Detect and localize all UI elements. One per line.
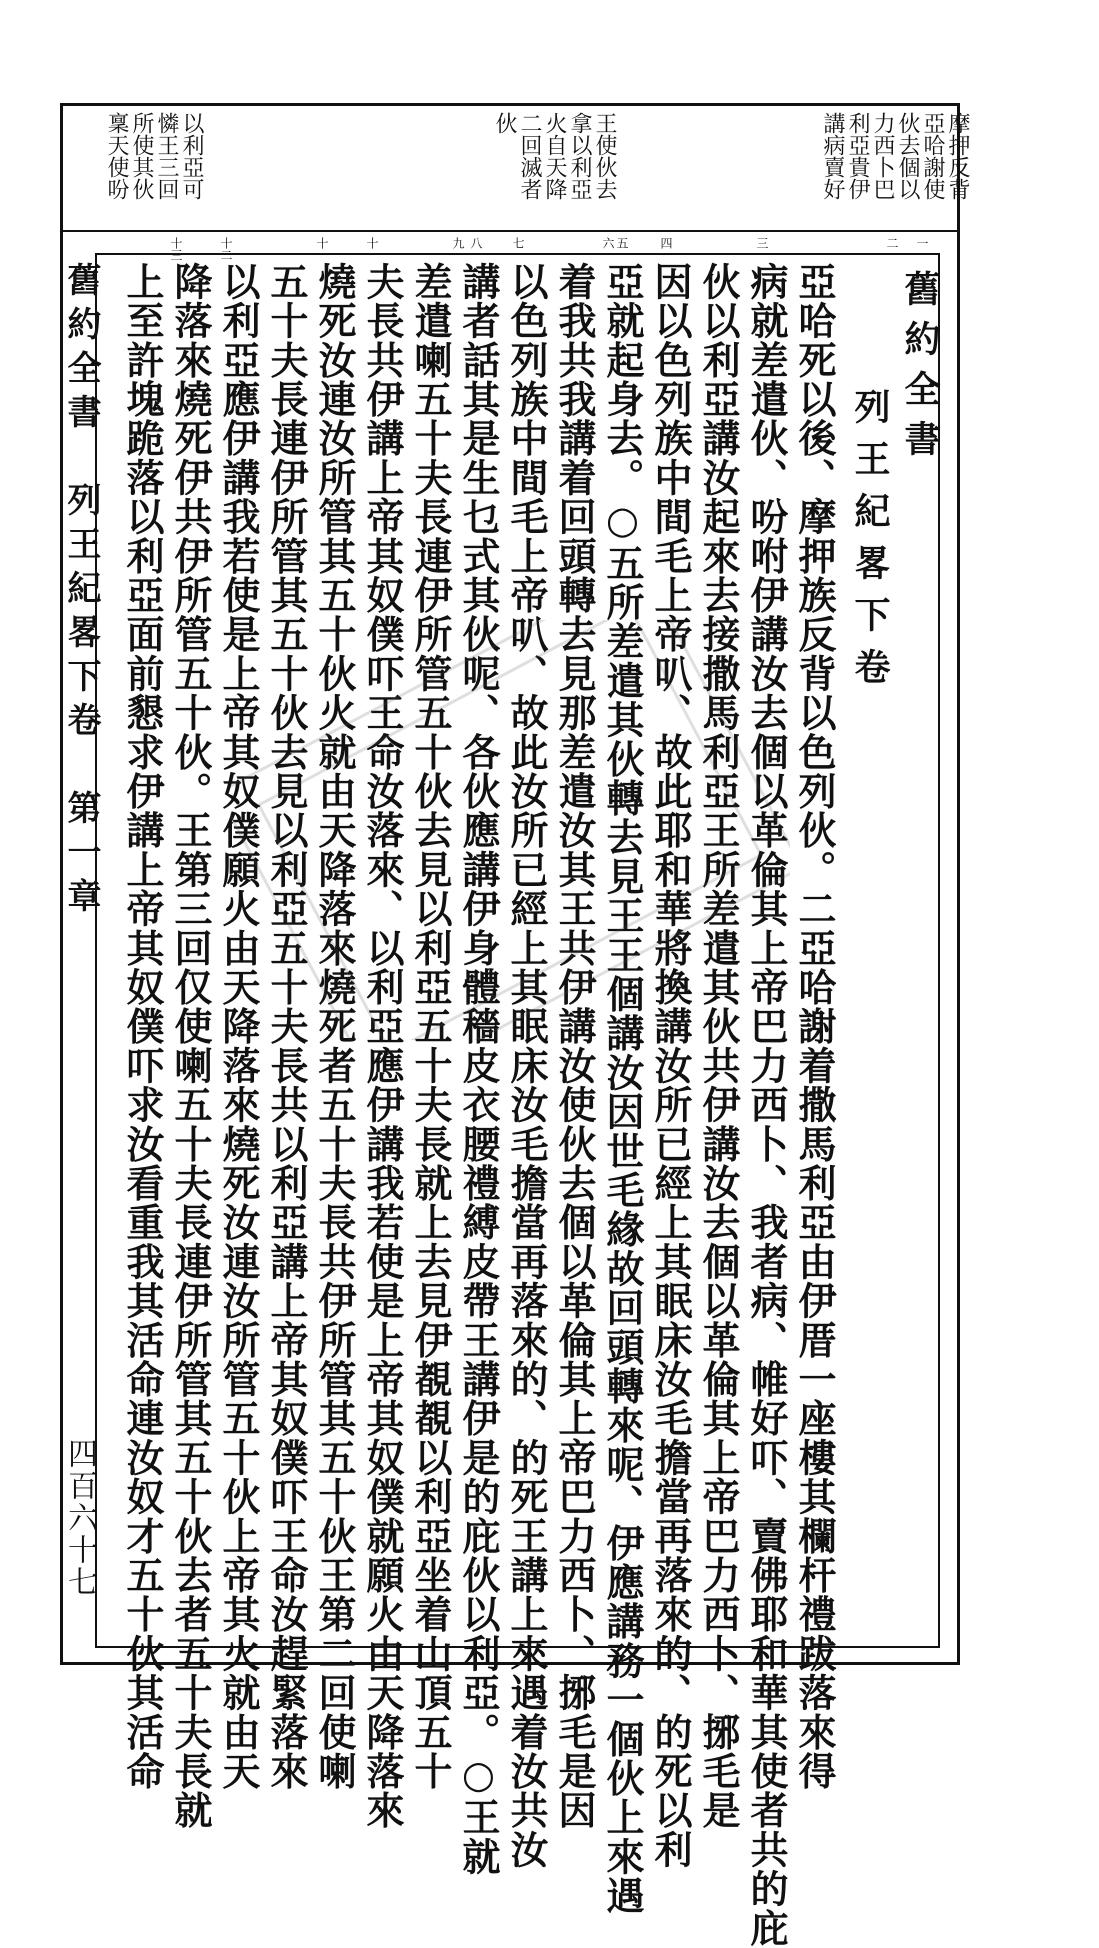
text-column-14: 降落來燒死伊共伊所管五十伙。王第三回仅使喇五十夫長連伊所管其五十伙去者五十夫長就 (168, 262, 213, 1830)
header-divider (60, 230, 960, 232)
text-column-11: 燒死汝連汝所管其五十伙火就由天降落來燒死者五十夫長共伊所管其五十伙王第二回使喇 (312, 262, 357, 1791)
verse-number: 十三 (169, 237, 183, 261)
headnote-2: 王使伙去 拿以利亞 火自天降 二回滅者 伙 (492, 112, 617, 200)
text-column-15: 上至許塊跪落以利亞面前懇求伊講上帝其奴僕吓求汝看重我其活命連汝奴才五十伙其活命 (120, 262, 165, 1791)
chapter-title: 列王紀畧下卷 (849, 388, 891, 700)
verse-number: 三 (755, 237, 769, 249)
text-column-1: 亞哈死以後、摩押族反背以色列伙。二亞哈謝着撒馬利亞由伊厝一座樓其欄杆禮跋落來得 (792, 262, 837, 1791)
text-column-6: 着我共我講着回頭轉去見那差遣汝其王共伊講汝使伙去個以革倫其上帝巴力西卜、捓毛是因 (552, 262, 597, 1830)
verse-number: 一 (915, 237, 929, 249)
verse-number: 六 (601, 237, 615, 249)
headnote-1: 摩押反背 亞哈謝使 伙去個以 力西卜巴 利亞貴伊 講病賣好 (820, 112, 970, 200)
text-column-8: 講者話其是生乜式其伙呢、各伙應講伊身體穡皮衣腰禮縛皮帶王講伊是的庇伙以利亞。○王就 (456, 262, 501, 1877)
verse-number: 九 (451, 237, 465, 249)
text-column-9: 差遣喇五十夫長連伊所管五十伙去見以利亞五十夫長就上去見伊覩覩以利亞坐着山頂五十 (408, 262, 453, 1791)
text-column-4: 因以色列族中間毛上帝叭、故此耶和華將換講汝所已經上其眠床汝毛擔當再落來的、的死以利 (648, 262, 693, 1870)
text-column-12: 五十夫長連伊所管其五十伙去見以利亞五十夫長共以利亞講上帝其奴僕吓王命汝趕緊落來 (264, 262, 309, 1791)
verse-number: 五 (615, 237, 629, 249)
text-column-3: 伙以利亞講汝起來去接撒馬利亞王所差遣其伙共伊講汝去個以革倫其上帝巴力西卜、捓毛是 (696, 262, 741, 1830)
page-number: 四百六十七 (62, 1438, 97, 1598)
text-column-10: 夫長共伊講上帝其奴僕吓王命汝落來、以利亞應伊講我若使是上帝其奴僕就願火由天降落來 (360, 262, 405, 1830)
verse-number: 七 (511, 237, 525, 249)
headnote-3: 以利亞可 憐王三回 所使其伙 稟天使吩 (104, 112, 204, 200)
verse-number: 十 (365, 237, 379, 249)
verse-number: 十二 (219, 237, 233, 261)
running-title: 舊約全書 列王紀畧下卷 第一章 (61, 262, 101, 922)
text-column-2: 病就差遣伙、吩咐伊講汝去個以革倫其上帝巴力西卜、我者病、帷好吓、賣佛耶和華其使者共的庇 (744, 262, 789, 1948)
verse-number: 十一 (315, 237, 329, 261)
verse-number: 四 (659, 237, 673, 249)
verse-number: 二 (885, 237, 899, 249)
text-column-13: 以利亞應伊講我若使是上帝其奴僕願火由天降落來燒死汝連汝所管五十伙上帝其火就由天 (216, 262, 261, 1791)
text-column-7: 以色列族中間毛上帝叭、故此汝所已經上其眠床汝毛擔當再落來的、的死王講上來遇着汝共汝 (504, 262, 549, 1870)
verse-number: 八 (469, 237, 483, 249)
book-title: 舊約全書 (899, 270, 941, 470)
text-column-5: 亞就起身去。○五所差遣其伙轉去見王王個講汝因世毛緣故回頭轉來呢、伊應講務一個伙上來遇 (600, 262, 645, 1916)
